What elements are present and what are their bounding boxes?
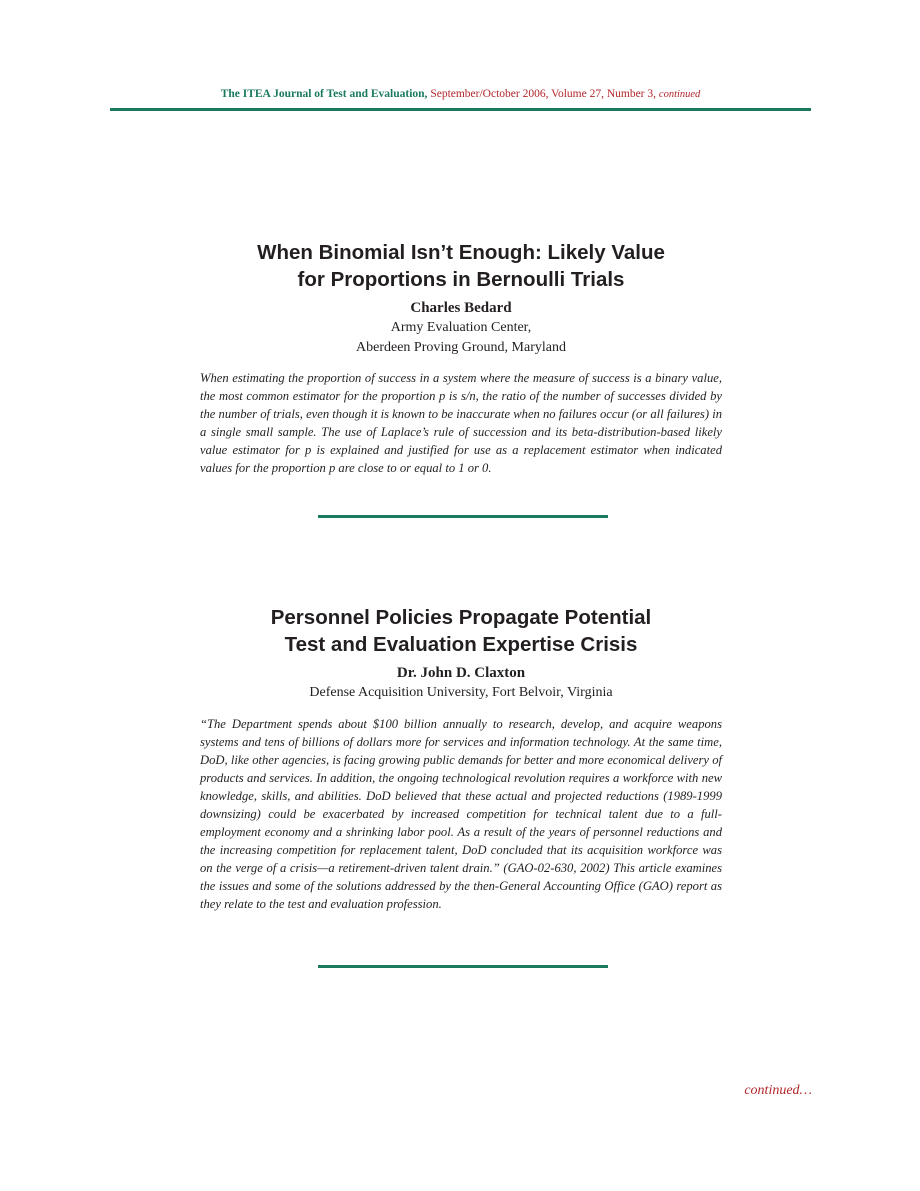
article-abstract: “The Department spends about $100 billion annually to research, develop, and acquire weapons systems and tens of billions of dollars more for services and information technology. At the same time, DoD, like other agencies, is facing growing public demands for better and more economical delivery of products and services. In addition, the ongoing technological revolution requires a workforce with new knowledge, skills, and abilities. DoD believed that these actual and projected reductions (1989-1999 downsizing) could be exacerbated by increased competition for technical talent due to a full-employment economy and a shrinking labor pool. As a result of the years of personnel reductions and the increasing competition for replacement talent, DoD concluded that its acquisition workforce was on the verge of a crisis—a retirement-driven talent drain.” (GAO-02-630, 2002) This article examines the issues and some of the solutions addressed by the then-General Accounting Office (GAO) report as they relate to the test and evaluation profession. xyxy=(200,716,722,912)
issue-info: September/October 2006, Volume 27, Number 3, xyxy=(430,88,657,100)
affiliation-line: Aberdeen Proving Ground, Maryland xyxy=(356,339,566,355)
author-name: Dr. John D. Claxton xyxy=(396,665,526,681)
running-header xyxy=(110,87,811,102)
continued-note: continued… xyxy=(744,1083,812,1098)
section-divider xyxy=(318,965,608,968)
article-title xyxy=(200,239,722,293)
title-line: Test and Evaluation Expertise Crisis xyxy=(284,633,638,656)
section-divider xyxy=(318,515,608,518)
title-line: for Proportions in Bernoulli Trials xyxy=(297,268,625,291)
article-abstract: When estimating the proportion of success in a system where the measure of success is a binary value, the most common estimator for the proportion p is s/n, the ratio of the number of successes divided by the number of trials, even though it is known to be inaccurate when no failures occur (or all failures) in a single small sample. The use of Laplace’s rule of succession and its beta-distribution-based likely value estimator for p is explained and justified for use as a replacement estimator when indicated values for the proportion p are close to or equal to 1 or 0. xyxy=(200,371,722,476)
title-line: Personnel Policies Propagate Potential xyxy=(270,606,652,629)
author-affiliation xyxy=(200,683,722,703)
header-continued: continued xyxy=(658,89,701,100)
title-line: When Binomial Isn’t Enough: Likely Value xyxy=(257,241,665,264)
affiliation-line: Army Evaluation Center, xyxy=(390,320,532,335)
article-2 xyxy=(200,604,722,914)
article-title xyxy=(200,604,722,658)
author-name: Charles Bedard xyxy=(410,300,512,316)
affiliation-line: Defense Acquisition University, Fort Belvoir, Virginia xyxy=(309,685,613,700)
header-rule xyxy=(110,108,811,111)
journal-name: The ITEA Journal of Test and Evaluation, xyxy=(220,88,428,100)
author-affiliation xyxy=(200,318,722,357)
article-1 xyxy=(200,239,722,478)
